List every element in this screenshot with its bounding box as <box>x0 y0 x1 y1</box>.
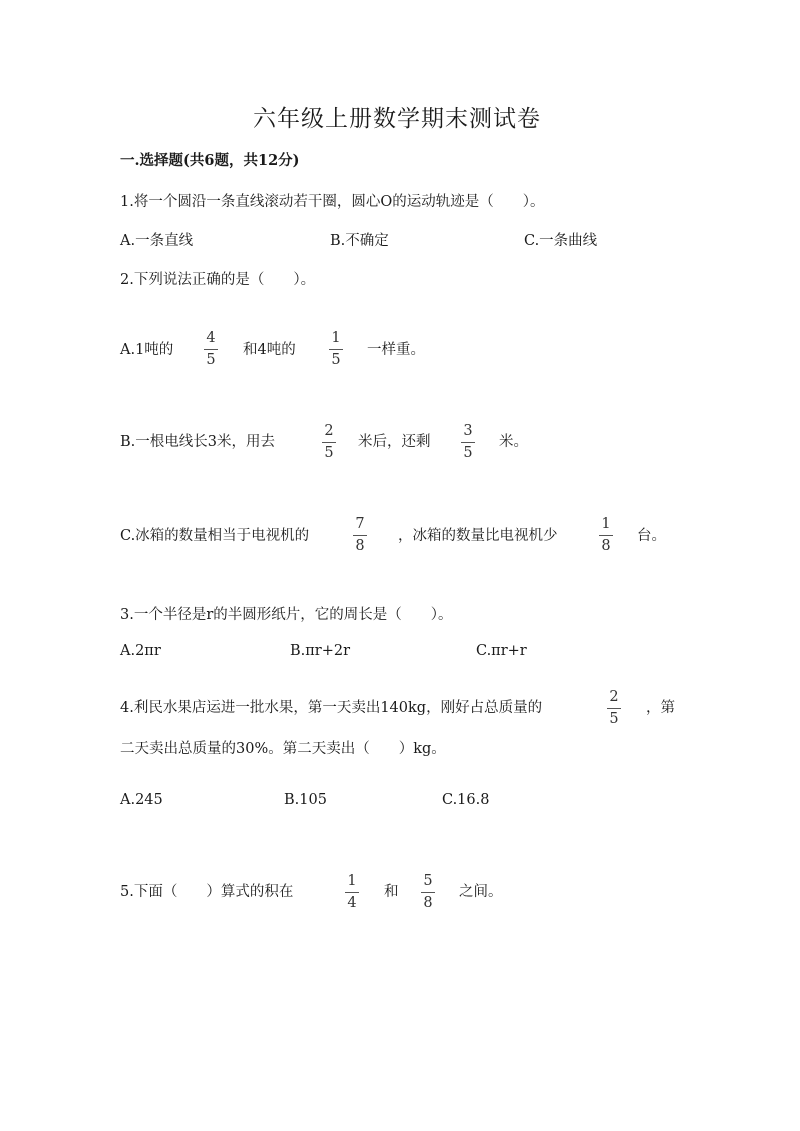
fraction-bar <box>345 892 359 893</box>
fraction-denominator: 5 <box>463 445 473 461</box>
fraction-denominator: 5 <box>206 352 216 368</box>
fraction-numerator: 5 <box>423 873 433 889</box>
question-5-fraction-1 <box>343 874 361 912</box>
fraction-numerator: 4 <box>206 330 216 346</box>
fraction-bar <box>607 708 621 709</box>
question-3-option-a: A.2πr <box>120 643 161 659</box>
question-2-option-b-text-1: B.一根电线长3米，用去 <box>120 434 275 450</box>
fraction-numerator: 1 <box>347 873 357 889</box>
question-2-option-c-text-3: 台。 <box>637 528 666 544</box>
question-5-text-1: 5.下面（ ）算式的积在 <box>120 884 294 900</box>
question-1-option-a: A.一条直线 <box>120 233 194 249</box>
question-1-option-b: B.不确定 <box>330 233 389 249</box>
section-heading: 一.选择题(共6题，共12分) <box>120 152 300 169</box>
question-2-option-c-fraction-1 <box>351 517 369 555</box>
question-2-option-a-fraction-2 <box>327 331 345 369</box>
question-4-option-c: C.16.8 <box>442 792 490 808</box>
fraction-bar <box>461 442 475 443</box>
question-4-stem-line-1-end: ，第 <box>646 700 675 716</box>
fraction-bar <box>204 349 218 350</box>
question-4-fraction <box>605 690 623 728</box>
fraction-denominator: 4 <box>347 895 357 911</box>
question-3-option-c: C.πr+r <box>476 643 527 659</box>
question-2-option-a-fraction-1 <box>202 331 220 369</box>
fraction-numerator: 2 <box>324 423 334 439</box>
fraction-bar <box>353 535 367 536</box>
question-5-fraction-2 <box>419 874 437 912</box>
fraction-denominator: 5 <box>331 352 341 368</box>
fraction-numerator: 1 <box>601 516 611 532</box>
fraction-bar <box>599 535 613 536</box>
question-5-text-2: 和 <box>384 884 399 900</box>
page-title: 六年级上册数学期末测试卷 <box>253 106 541 132</box>
fraction-denominator: 8 <box>423 895 433 911</box>
question-3-stem: 3.一个半径是r的半圆形纸片，它的周长是（ ）。 <box>120 607 453 623</box>
question-4-option-b: B.105 <box>284 792 327 808</box>
question-2-option-b-text-2: 米后，还剩 <box>358 434 431 450</box>
question-4-stem-line-2: 二天卖出总质量的30%。第二天卖出（ ）kg。 <box>120 741 446 757</box>
question-3-option-b: B.πr+2r <box>290 643 351 659</box>
fraction-denominator: 8 <box>355 538 365 554</box>
question-4-option-a: A.245 <box>120 792 163 808</box>
fraction-bar <box>329 349 343 350</box>
fraction-numerator: 1 <box>331 330 341 346</box>
question-1-stem: 1.将一个圆沿一条直线滚动若干圈，圆心O的运动轨迹是（ ）。 <box>120 194 545 210</box>
question-2-option-b-fraction-1 <box>320 424 338 462</box>
question-5-text-3: 之间。 <box>459 884 503 900</box>
question-2-option-b-fraction-2 <box>459 424 477 462</box>
question-2-option-a-text-1: A.1吨的 <box>120 342 174 358</box>
question-2-stem: 2.下列说法正确的是（ ）。 <box>120 272 316 288</box>
fraction-numerator: 7 <box>355 516 365 532</box>
fraction-numerator: 3 <box>463 423 473 439</box>
question-2-option-a-text-2: 和4吨的 <box>243 342 296 358</box>
fraction-denominator: 5 <box>609 711 619 727</box>
question-2-option-c-text-2: ，冰箱的数量比电视机少 <box>398 528 558 544</box>
fraction-denominator: 5 <box>324 445 334 461</box>
question-2-option-a-text-3: 一样重。 <box>367 342 425 358</box>
fraction-bar <box>322 442 336 443</box>
fraction-numerator: 2 <box>609 689 619 705</box>
fraction-bar <box>421 892 435 893</box>
question-2-option-c-text-1: C.冰箱的数量相当于电视机的 <box>120 528 310 544</box>
question-1-option-c: C.一条曲线 <box>524 233 598 249</box>
fraction-denominator: 8 <box>601 538 611 554</box>
question-2-option-c-fraction-2 <box>597 517 615 555</box>
question-2-option-b-text-3: 米。 <box>499 434 528 450</box>
question-4-stem-line-1: 4.利民水果店运进一批水果，第一天卖出140kg，刚好占总质量的 <box>120 700 543 716</box>
